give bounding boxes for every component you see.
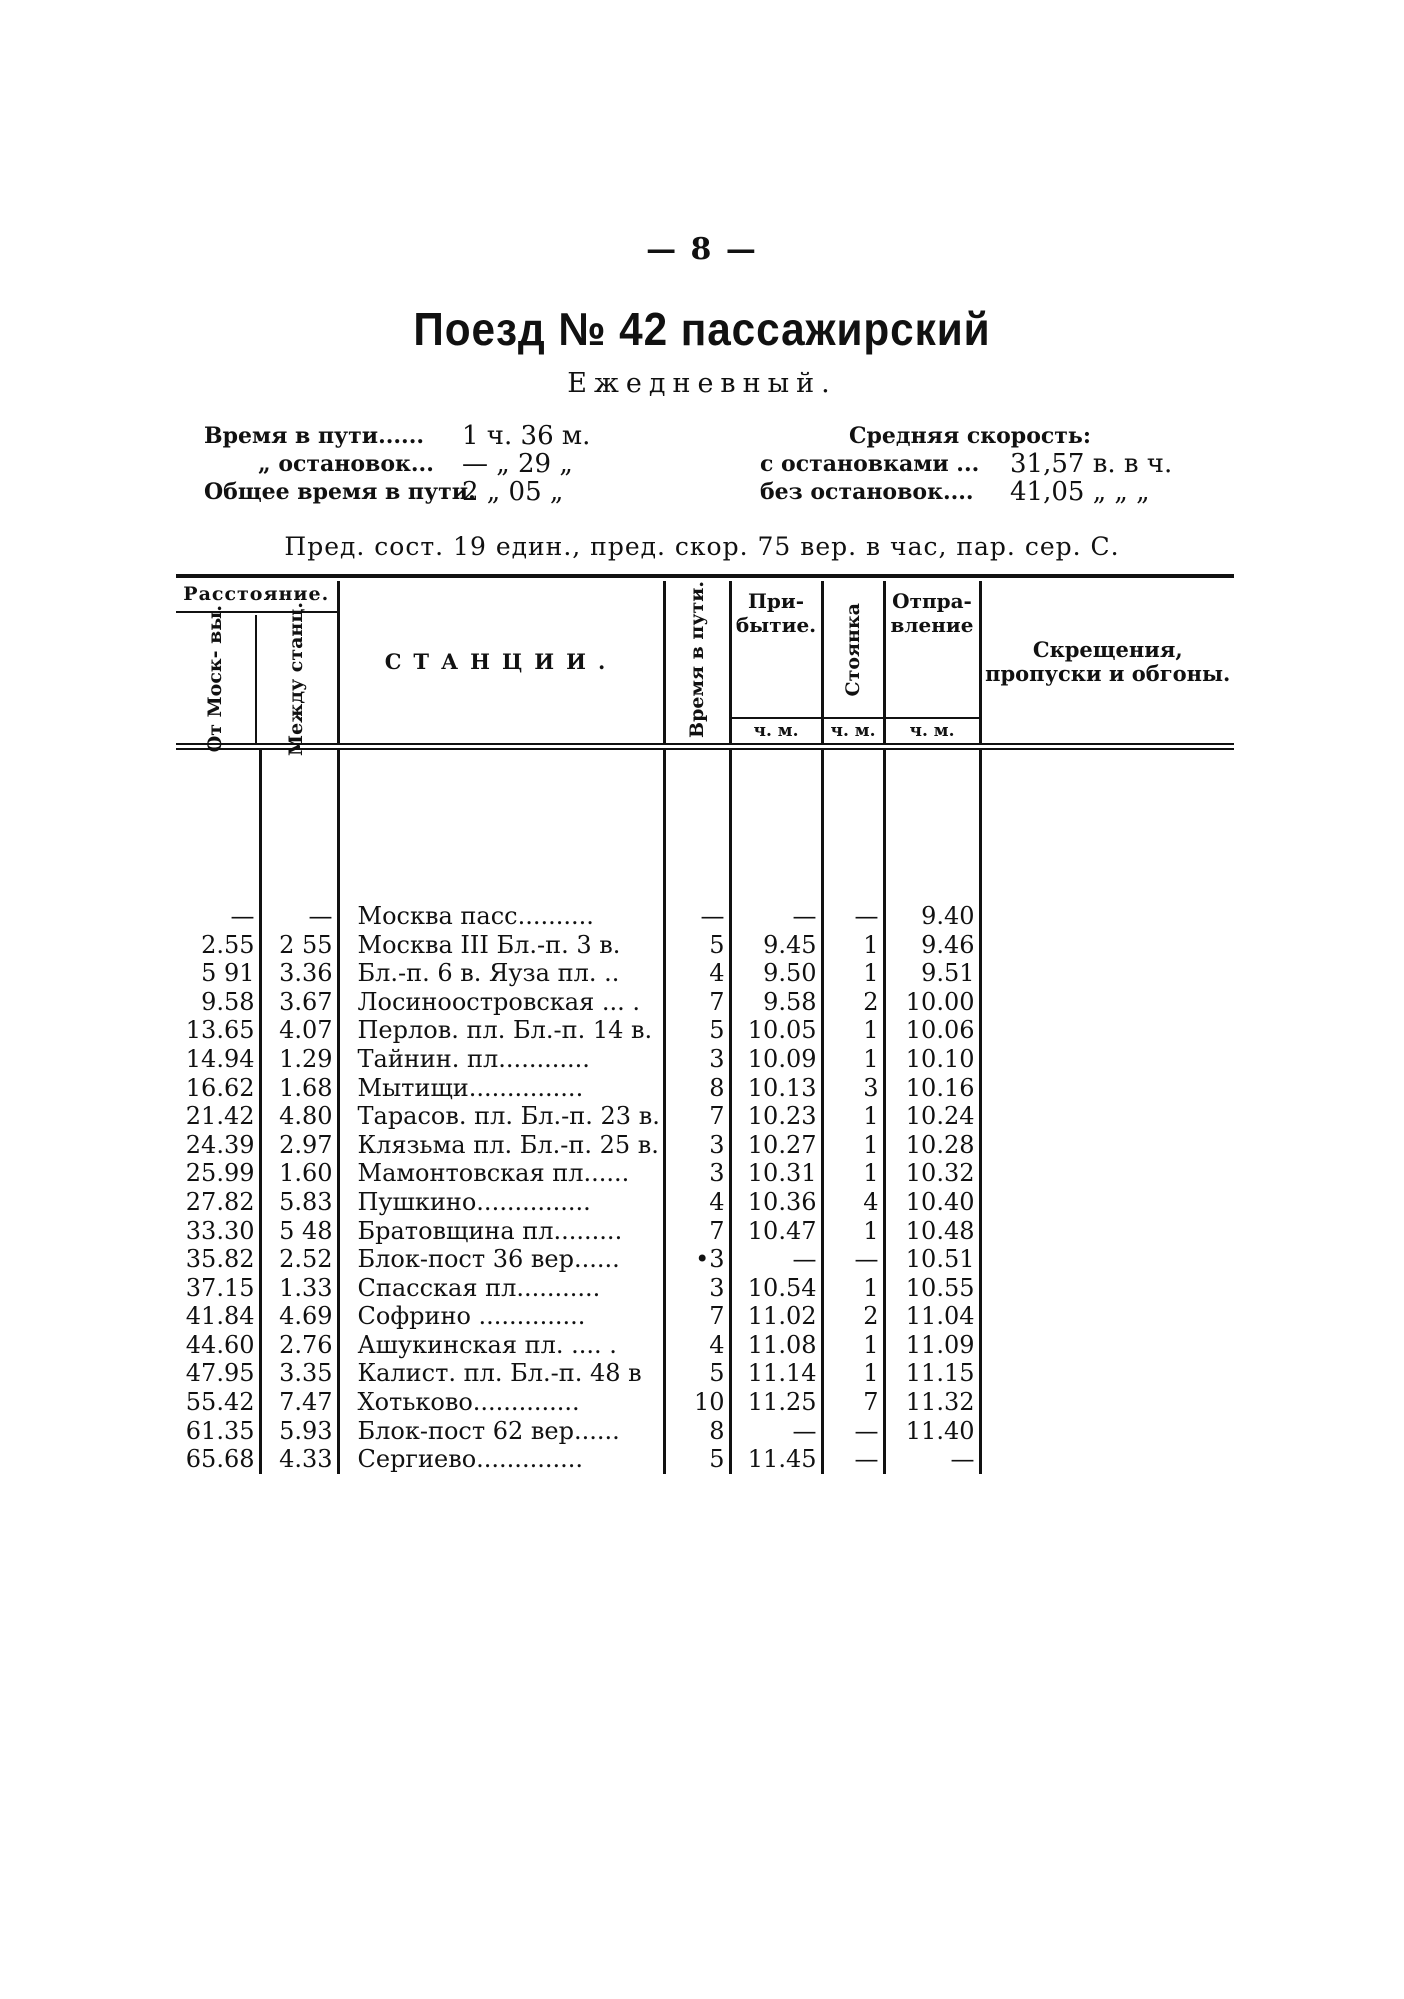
notes-cell [980,1445,1234,1474]
stop-minutes: 1 [822,959,884,988]
travel-minutes: 5 [664,1445,730,1474]
arrival-time: 11.45 [730,1445,822,1474]
station-name: Тайнин. пл............ [338,1045,664,1074]
travel-minutes: 5 [664,1016,730,1045]
station-name: Братовщина пл......... [338,1217,664,1246]
travel-time-value: 1 ч. 36 м. [462,421,591,451]
travel-time-header-label: Время в пути. [685,581,708,738]
arrival-time: 10.23 [730,1102,822,1131]
departure-header [884,581,980,743]
speed-without-stops-label: без остановок.... [760,479,974,505]
table-row [176,1016,1234,1045]
distance-between: 5 48 [260,1217,338,1246]
arrival-time: 9.45 [730,931,822,960]
stop-minutes: 2 [822,988,884,1017]
speed-info [760,422,1200,506]
arrival-time: — [730,1417,822,1446]
distance-from-moscow: 5 91 [176,959,260,988]
travel-minutes: 7 [664,1217,730,1246]
table-row [176,1302,1234,1331]
distance-between: 2.52 [260,1245,338,1274]
departure-time: 11.09 [884,1331,980,1360]
departure-time: 10.00 [884,988,980,1017]
station-name: Хотьково.............. [338,1388,664,1417]
station-name: Клязьма пл. Бл.-п. 25 в. [338,1131,664,1160]
page-number: — 8 — [646,232,758,267]
train-composition: Пред. сост. 19 един., пред. скор. 75 вер. в час, пар. сер. С. [284,532,1120,561]
total-time-label: Общее время в пути. [204,479,476,505]
notes-cell [980,1388,1234,1417]
distance-from-moscow: 37.15 [176,1274,260,1303]
stop-minutes: 1 [822,1274,884,1303]
speed-with-stops-row [760,450,1200,478]
stop-minutes: 1 [822,1016,884,1045]
travel-minutes: — [664,902,730,931]
distance-between: 4.69 [260,1302,338,1331]
travel-minutes: 3 [664,1045,730,1074]
notes-cell [980,1102,1234,1131]
departure-unit: ч. м. [886,717,979,743]
distance-from-moscow: 33.30 [176,1217,260,1246]
departure-time: 10.10 [884,1045,980,1074]
departure-time: 10.24 [884,1102,980,1131]
travel-minutes: •3 [664,1245,730,1274]
arrival-time: 10.54 [730,1274,822,1303]
distance-between: 4.80 [260,1102,338,1131]
travel-minutes: 3 [664,1159,730,1188]
notes-cell [980,931,1234,960]
travel-minutes: 4 [664,1188,730,1217]
table-row [176,902,1234,931]
stop-minutes: 1 [822,1359,884,1388]
table-top-rule [176,574,1234,578]
stop-minutes: — [822,902,884,931]
notes-cell [980,1417,1234,1446]
distance-between: 5.93 [260,1417,338,1446]
stop-minutes: — [822,1445,884,1474]
travel-minutes: 4 [664,1331,730,1360]
table-row [176,1159,1234,1188]
distance-from-moscow: 61.35 [176,1417,260,1446]
notes-cell [980,988,1234,1017]
notes-cell [980,1016,1234,1045]
notes-header: Скрещения, пропуски и обгоны. [985,636,1231,686]
table-row [176,988,1234,1017]
stops-time-label: „ остановок... [258,451,434,477]
departure-time: 10.51 [884,1245,980,1274]
arrival-time: 11.25 [730,1388,822,1417]
speed-with-stops-value: 31,57 в. в ч. [1010,449,1173,479]
travel-time-label: Время в пути...... [204,423,425,449]
station-name: Мытищи............... [338,1074,664,1103]
arrival-time: 11.08 [730,1331,822,1360]
stop-minutes: 1 [822,1102,884,1131]
station-name: Софрино .............. [338,1302,664,1331]
timetable-body [176,750,1234,1474]
departure-time: 10.32 [884,1159,980,1188]
station-name: Лосиноостровская ... . [338,988,664,1017]
stop-minutes: 7 [822,1388,884,1417]
page-subtitle: Ежедневный. [567,368,837,399]
distance-from-moscow: 13.65 [176,1016,260,1045]
notes-cell [980,1159,1234,1188]
departure-time: 10.28 [884,1131,980,1160]
table-header-rule [176,743,1234,750]
table-row [176,1388,1234,1417]
stops-time-value: — „ 29 „ [462,449,573,479]
distance-from-moscow: 21.42 [176,1102,260,1131]
notes-cell [980,1045,1234,1074]
departure-time: 11.40 [884,1417,980,1446]
distance-between: 1.29 [260,1045,338,1074]
distance-from-moscow: — [176,902,260,931]
distance-from-moscow: 14.94 [176,1045,260,1074]
distance-from-moscow: 25.99 [176,1159,260,1188]
stop-minutes: 1 [822,931,884,960]
distance-header-label: Расстояние. [183,583,330,605]
table-row [176,1417,1234,1446]
travel-time-row [204,422,674,450]
page-title: Поезд № 42 пассажирский [413,303,991,355]
station-name: Ашукинская пл. .... . [338,1331,664,1360]
arrival-time: 10.27 [730,1131,822,1160]
departure-time: 10.06 [884,1016,980,1045]
table-row [176,1445,1234,1474]
stop-header [822,581,884,743]
distance-from-moscow: 16.62 [176,1074,260,1103]
distance-from-moscow: 65.68 [176,1445,260,1474]
departure-time: 9.40 [884,902,980,931]
departure-time: 9.51 [884,959,980,988]
table-row [176,1045,1234,1074]
arrival-time: 10.31 [730,1159,822,1188]
distance-between: 4.33 [260,1445,338,1474]
total-time-value: 2 „ 05 „ [462,477,564,507]
distance-from-moscow: 35.82 [176,1245,260,1274]
station-name: Мамонтовская пл...... [338,1159,664,1188]
notes-cell [980,1359,1234,1388]
table-row [176,1102,1234,1131]
travel-minutes: 4 [664,959,730,988]
arrival-header [730,581,822,743]
arrival-time: 11.14 [730,1359,822,1388]
travel-minutes: 3 [664,1131,730,1160]
notes-cell [980,1331,1234,1360]
station-name: Спасская пл........... [338,1274,664,1303]
stop-minutes: 1 [822,1159,884,1188]
distance-from-moscow: 55.42 [176,1388,260,1417]
table-row [176,1331,1234,1360]
station-name: Москва III Бл.-п. 3 в. [338,931,664,960]
travel-minutes: 7 [664,1302,730,1331]
travel-time-header [664,581,730,743]
distance-between: 7.47 [260,1388,338,1417]
distance-header [176,581,338,756]
departure-header-label: Отпра- вление [890,589,974,637]
arrival-time: — [730,902,822,931]
notes-cell [980,1217,1234,1246]
table-row [176,1274,1234,1303]
travel-minutes: 8 [664,1074,730,1103]
departure-time: 11.04 [884,1302,980,1331]
arrival-time: 10.13 [730,1074,822,1103]
distance-between: 2.97 [260,1131,338,1160]
notes-cell [980,1074,1234,1103]
station-name: Блок-пост 36 вер...... [338,1245,664,1274]
station-name: Блок-пост 62 вер...... [338,1417,664,1446]
departure-time: — [884,1445,980,1474]
table-row [176,1188,1234,1217]
departure-time: 11.15 [884,1359,980,1388]
notes-cell [980,1188,1234,1217]
arrival-time: 10.47 [730,1217,822,1246]
travel-minutes: 8 [664,1417,730,1446]
table-row [176,959,1234,988]
table-row [176,1217,1234,1246]
table-row [176,1074,1234,1103]
travel-minutes: 10 [664,1388,730,1417]
arrival-time: 10.05 [730,1016,822,1045]
notes-cell [980,1245,1234,1274]
distance-between: 5.83 [260,1188,338,1217]
stop-unit: ч. м. [824,717,883,743]
distance-between: 2.76 [260,1331,338,1360]
notes-cell [980,902,1234,931]
table-spacer-row [176,750,1234,902]
timetable-table [176,581,1234,756]
distance-between: 1.60 [260,1159,338,1188]
distance-between: 1.33 [260,1274,338,1303]
stop-header-label: Стоянка [841,603,864,697]
travel-minutes: 5 [664,1359,730,1388]
distance-from-moscow: 2.55 [176,931,260,960]
distance-between: 3.35 [260,1359,338,1388]
travel-minutes: 7 [664,988,730,1017]
travel-minutes: 7 [664,1102,730,1131]
departure-time: 10.16 [884,1074,980,1103]
distance-between: 4.07 [260,1016,338,1045]
distance-from-moscow: 44.60 [176,1331,260,1360]
departure-time: 10.55 [884,1274,980,1303]
stop-minutes: 1 [822,1217,884,1246]
distance-between: 3.67 [260,988,338,1017]
departure-time: 10.48 [884,1217,980,1246]
station-name: Пушкино............... [338,1188,664,1217]
notes-cell [980,959,1234,988]
table-row [176,1131,1234,1160]
departure-time: 10.40 [884,1188,980,1217]
timetable [176,574,1234,1474]
stop-minutes: 4 [822,1188,884,1217]
distance-between: — [260,902,338,931]
distance-between: 3.36 [260,959,338,988]
departure-time: 9.46 [884,931,980,960]
stop-minutes: 1 [822,1045,884,1074]
notes-cell [980,1274,1234,1303]
arrival-time: 11.02 [730,1302,822,1331]
travel-minutes: 5 [664,931,730,960]
table-header-row [176,581,1234,743]
distance-from-moscow: 41.84 [176,1302,260,1331]
travel-minutes: 3 [664,1274,730,1303]
station-name: Сергиево.............. [338,1445,664,1474]
stations-header: СТАНЦИИ. [338,581,664,743]
distance-from-moscow: 47.95 [176,1359,260,1388]
arrival-header-label: При- бытие. [735,589,817,637]
departure-time: 11.32 [884,1388,980,1417]
speed-heading: Средняя скорость: [849,423,1091,449]
table-row [176,1359,1234,1388]
arrival-time: 9.58 [730,988,822,1017]
stop-minutes: 3 [822,1074,884,1103]
arrival-time: — [730,1245,822,1274]
stop-minutes: — [822,1245,884,1274]
table-row [176,931,1234,960]
station-name: Бл.-п. 6 в. Яуза пл. .. [338,959,664,988]
distance-between: 2 55 [260,931,338,960]
stop-minutes: 1 [822,1331,884,1360]
stop-minutes: 2 [822,1302,884,1331]
speed-without-stops-row [760,478,1200,506]
speed-without-stops-value: 41,05 „ „ „ [1010,477,1150,507]
distance-from-moscow: 9.58 [176,988,260,1017]
total-time-row [204,478,674,506]
station-name: Калист. пл. Бл.-п. 48 в [338,1359,664,1388]
stop-minutes: — [822,1417,884,1446]
distance-from-moscow: 24.39 [176,1131,260,1160]
station-name: Перлов. пл. Бл.-п. 14 в. [338,1016,664,1045]
notes-cell [980,1131,1234,1160]
speed-with-stops-label: с остановками ... [760,451,980,477]
arrival-unit: ч. м. [732,717,821,743]
arrival-time: 10.09 [730,1045,822,1074]
distance-from-moscow: 27.82 [176,1188,260,1217]
arrival-time: 10.36 [730,1188,822,1217]
table-row [176,1245,1234,1274]
travel-info [204,422,674,506]
station-name: Тарасов. пл. Бл.-п. 23 в. [338,1102,664,1131]
distance-between: 1.68 [260,1074,338,1103]
arrival-time: 9.50 [730,959,822,988]
notes-cell [980,1302,1234,1331]
stops-time-row [204,450,674,478]
stop-minutes: 1 [822,1131,884,1160]
between-stations-header: Между станц. [285,602,308,756]
from-moscow-header: От Моск- вы. [204,605,227,753]
station-name: Москва пасс.......... [338,902,664,931]
